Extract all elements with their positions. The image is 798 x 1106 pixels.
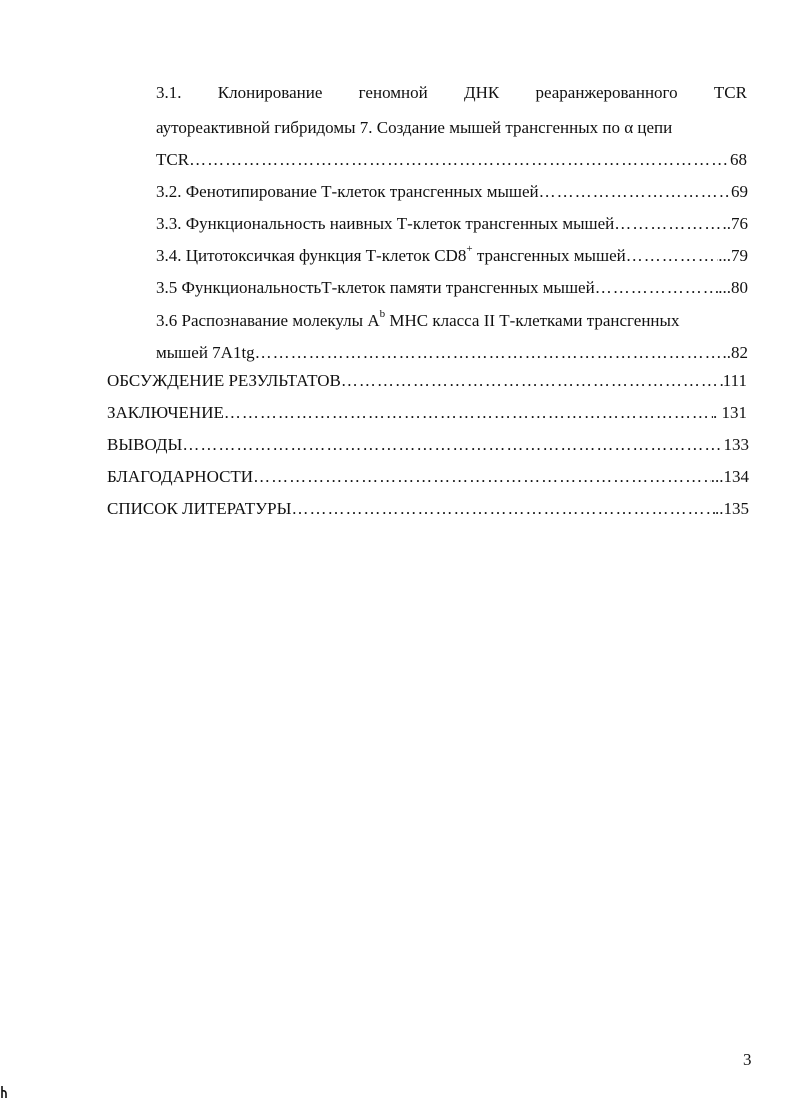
- alpha-symbol: α: [624, 118, 634, 137]
- toc-page-number: ..135: [715, 499, 749, 518]
- leader-dots: [626, 245, 719, 267]
- leader-dots: [224, 402, 713, 424]
- toc-entry-3-5[interactable]: 3.5 ФункциональностьТ-клеток памяти трансгенных мышей ………………………………………………………………………………………………………………………………………………………………………………………………………………… ...80: [156, 277, 748, 299]
- toc-page-number: 68: [730, 150, 747, 169]
- toc-page-number: ...80: [718, 278, 748, 297]
- toc-page-number: ...134: [710, 467, 749, 486]
- toc-entry-discussion[interactable]: ОБСУЖДЕНИЕ РЕЗУЛЬТАТОВ ………………………………………………………………………………………………………………………………………………………………………………………………………………… 111: [107, 370, 747, 392]
- toc-page-number: ...79: [718, 246, 748, 265]
- toc-entry-3-4[interactable]: 3.4. Цитотоксичкая функция Т-клеток CD8+ трансгенных мышей ………………………………………………………………………………………………………………………………………………………………………………………………………………… ...79: [156, 245, 748, 267]
- toc-entry-3-6-line2[interactable]: мышей 7A1tg ………………………………………………………………………………………………………………………………………………………………………………………………………………… ..82: [156, 342, 748, 364]
- toc-page-number: 133: [723, 435, 749, 454]
- toc-entry-3-2[interactable]: 3.2. Фенотипирование Т-клеток трансгенных мышей ………………………………………………………………………………………………………………………………………………………………………………………………………………… 69: [156, 181, 748, 203]
- toc-entry-3-1-word: TCR: [713, 83, 747, 102]
- scan-artifact-mark: [0, 1085, 8, 1099]
- toc-entry-3-1-word: ДНК: [463, 83, 500, 102]
- toc-entry-3-1-word: геномной: [358, 83, 428, 102]
- toc-entry-3-1-word: Клонирование: [217, 83, 323, 102]
- toc-page-number: ..82: [722, 343, 748, 362]
- toc-entry-3-1-word: реаранжерованного: [535, 83, 678, 102]
- leader-dots: [182, 434, 723, 456]
- leader-dots: [595, 277, 719, 299]
- toc-page-number: ..76: [722, 214, 748, 233]
- toc-entry-3-1-number: 3.1.: [156, 83, 182, 102]
- toc-page-number: 69: [731, 182, 748, 201]
- leader-dots: [189, 149, 730, 171]
- leader-dots: [614, 213, 722, 235]
- toc-entry-conclusion[interactable]: ЗАКЛЮЧЕНИЕ ………………………………………………………………………………………………………………………………………………………………………………………………………………… . 131: [107, 402, 747, 424]
- page-number: 3: [743, 1050, 752, 1069]
- leader-dots: [253, 466, 711, 488]
- toc-entry-findings[interactable]: ВЫВОДЫ ………………………………………………………………………………………………………………………………………………………………………………………………………………… 133: [107, 434, 749, 456]
- superscript: +: [466, 243, 473, 256]
- toc-entry-acknowledgements[interactable]: БЛАГОДАРНОСТИ ………………………………………………………………………………………………………………………………………………………………………………………………………………… ...134: [107, 466, 749, 488]
- toc-page-number: 111: [722, 371, 747, 390]
- toc-entry-3-1-line3[interactable]: TCR ………………………………………………………………………………………………………………………………………………………………………………………………………………… 68: [156, 149, 747, 171]
- leader-dots: [341, 370, 723, 392]
- toc-entry-3-1-line2: аутореактивной гибридомы 7. Создание мышей трансгенных по α цепи: [156, 118, 673, 137]
- leader-dots: [539, 181, 731, 203]
- toc-page-number: . 131: [713, 403, 747, 422]
- toc-entry-3-1-line1: [156, 82, 747, 104]
- leader-dots: [255, 342, 723, 364]
- leader-dots: [291, 498, 715, 520]
- toc-entry-3-6-line1: 3.6 Распознавание молекулы $A^b$ MHC класса II Т-клетками трансгенных: [156, 308, 680, 330]
- superscript: b: [379, 308, 386, 321]
- toc-entry-references[interactable]: СПИСОК ЛИТЕРАТУРЫ ………………………………………………………………………………………………………………………………………………………………………………………………………………… ..135: [107, 498, 749, 520]
- toc-entry-3-3[interactable]: 3.3. Функциональность наивных Т-клеток трансгенных мышей ………………………………………………………………………………………………………………………………………………………………………………………………………………… ..76: [156, 213, 748, 235]
